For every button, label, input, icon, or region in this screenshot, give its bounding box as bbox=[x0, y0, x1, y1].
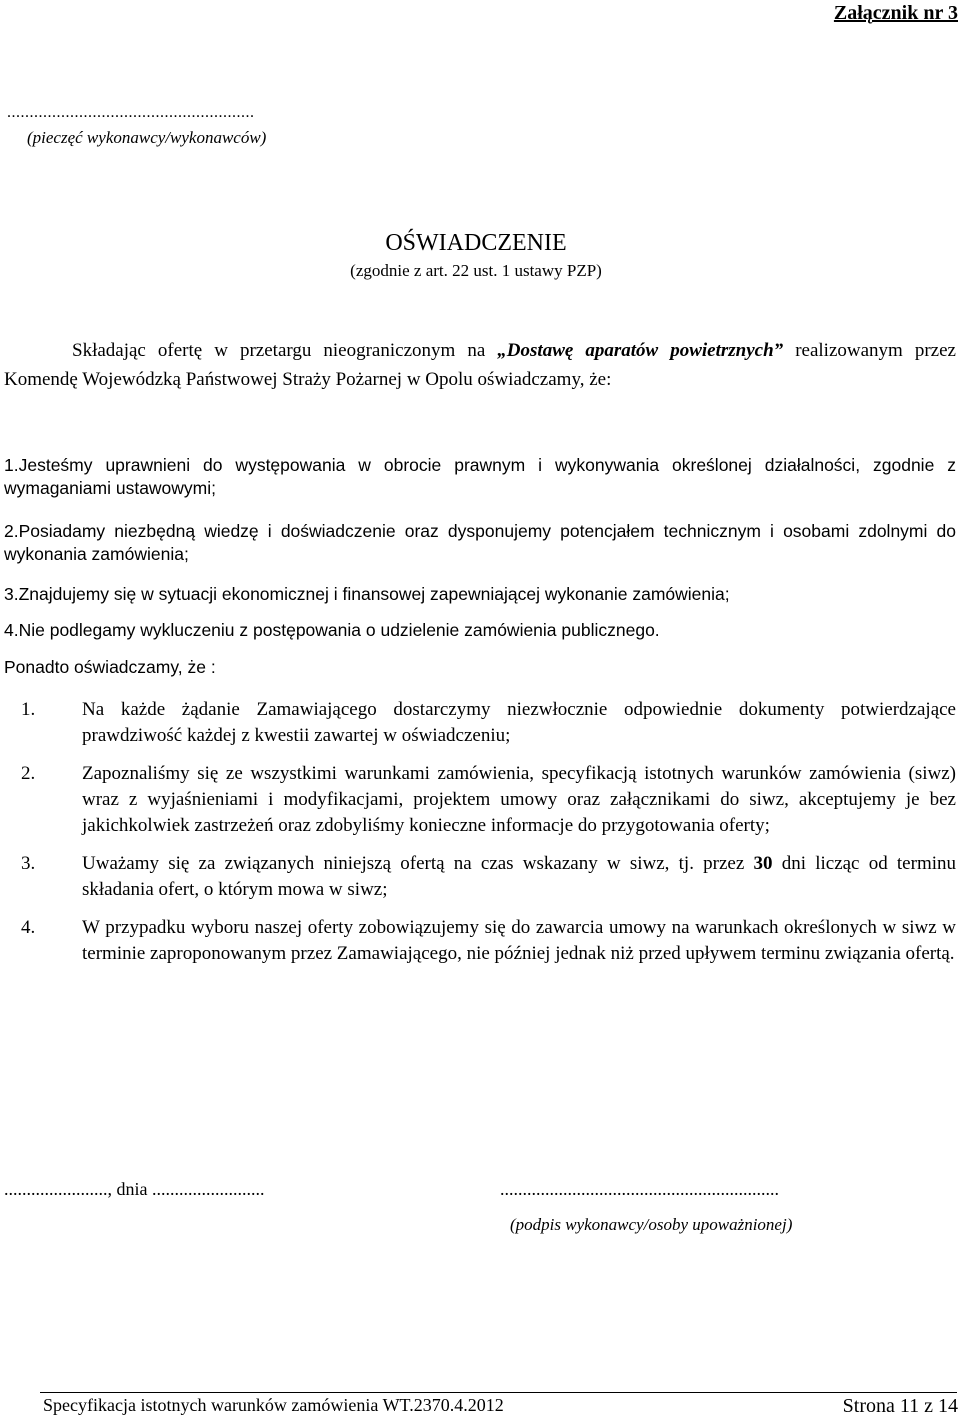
document-subtitle: (zgodnie z art. 22 ust. 1 ustawy PZP) bbox=[350, 261, 602, 280]
signature-caption: (podpis wykonawcy/osoby upoważnionej) bbox=[510, 1215, 793, 1234]
binding-days: 30 bbox=[753, 853, 773, 874]
date-place-line: ......................., dnia ......................... bbox=[4, 1179, 265, 1199]
declaration-number: 1. bbox=[21, 699, 36, 720]
signature-line: .............................................................. bbox=[500, 1179, 779, 1199]
statement-item: 1.Jesteśmy uprawnieni do występowania w obrocie prawnym i wykonywania określonej działalności, zgodnie z wymaganiami ustawowymi; bbox=[4, 455, 956, 498]
footer-divider bbox=[40, 1392, 957, 1393]
moreover-label: Ponadto oświadczamy, że : bbox=[4, 657, 216, 677]
intro-after: realizowanym przez Komendę Wojewódzką Państwowej Straży Pożarnej w Opolu oświadczamy, że: bbox=[4, 340, 956, 390]
stamp-caption: (pieczęć wykonawcy/wykonawców) bbox=[27, 128, 267, 147]
stamp-dotted-line: ....................................................... bbox=[7, 104, 255, 121]
declaration-number: 2. bbox=[21, 763, 36, 784]
declaration-number: 3. bbox=[21, 853, 36, 874]
declaration-item bbox=[4, 851, 956, 903]
declaration-text-before: Uważamy się za związanych niniejszą ofertą na czas wskazany w siwz, tj. przez bbox=[82, 853, 754, 874]
intro-paragraph bbox=[4, 336, 956, 394]
declaration-text: Na każde żądanie Zamawiającego dostarczymy niezwłocznie odpowiednie dokumenty potwierdzające prawdziwość każdej z kwestii zawartej w oświadczeniu; bbox=[82, 699, 956, 746]
declaration-text-after: dni licząc od terminu składania ofert, o którym mowa w siwz; bbox=[82, 853, 957, 900]
tender-subject: „Dostawę aparatów powietrznych” bbox=[497, 340, 784, 361]
statement-item: 2.Posiadamy niezbędną wiedzę i doświadczenie oraz dysponujemy potencjałem technicznym i osobami zdolnymi do wykonania zamówienia; bbox=[4, 521, 956, 564]
declaration-item bbox=[4, 697, 956, 749]
declaration-item bbox=[4, 761, 956, 839]
document-title: OŚWIADCZENIE bbox=[385, 230, 567, 256]
statement-item: 4.Nie podlegamy wykluczeniu z postępowania o udzielenie zamówienia publicznego. bbox=[4, 620, 660, 640]
declaration-text: Zapoznaliśmy się ze wszystkimi warunkami zamówienia, specyfikacją istotnych warunków zamówienia (siwz) wraz z wyjaśnieniami i modyfikacjami, projektem umowy oraz załącznikami do siwz, akceptujemy je bez jakichkolwiek zastrzeżeń oraz zdobyliśmy konieczne informacje do przygotowania oferty; bbox=[82, 763, 956, 836]
declaration-number: 4. bbox=[21, 917, 36, 938]
statements-list bbox=[4, 454, 956, 679]
page-number: Strona 11 z 14 bbox=[842, 1395, 958, 1417]
declaration-item bbox=[4, 915, 956, 967]
declaration-text: W przypadku wyboru naszej oferty zobowiązujemy się do zawarcia umowy na warunkach określonych w siwz w terminie zaproponowanym przez Zamawiającego, nie później jednak niż przed upływem terminu związania ofertą. bbox=[82, 917, 956, 964]
footer-spec-title: Specyfikacja istotnych warunków zamówienia WT.2370.4.2012 bbox=[43, 1395, 504, 1415]
declarations-list bbox=[4, 697, 956, 979]
attachment-number: Załącznik nr 3 bbox=[833, 2, 958, 24]
intro-before: Składając ofertę w przetargu nieograniczonym na bbox=[72, 340, 498, 361]
statement-item: 3.Znajdujemy się w sytuacji ekonomicznej i finansowej zapewniającej wykonanie zamówienia; bbox=[4, 584, 730, 604]
